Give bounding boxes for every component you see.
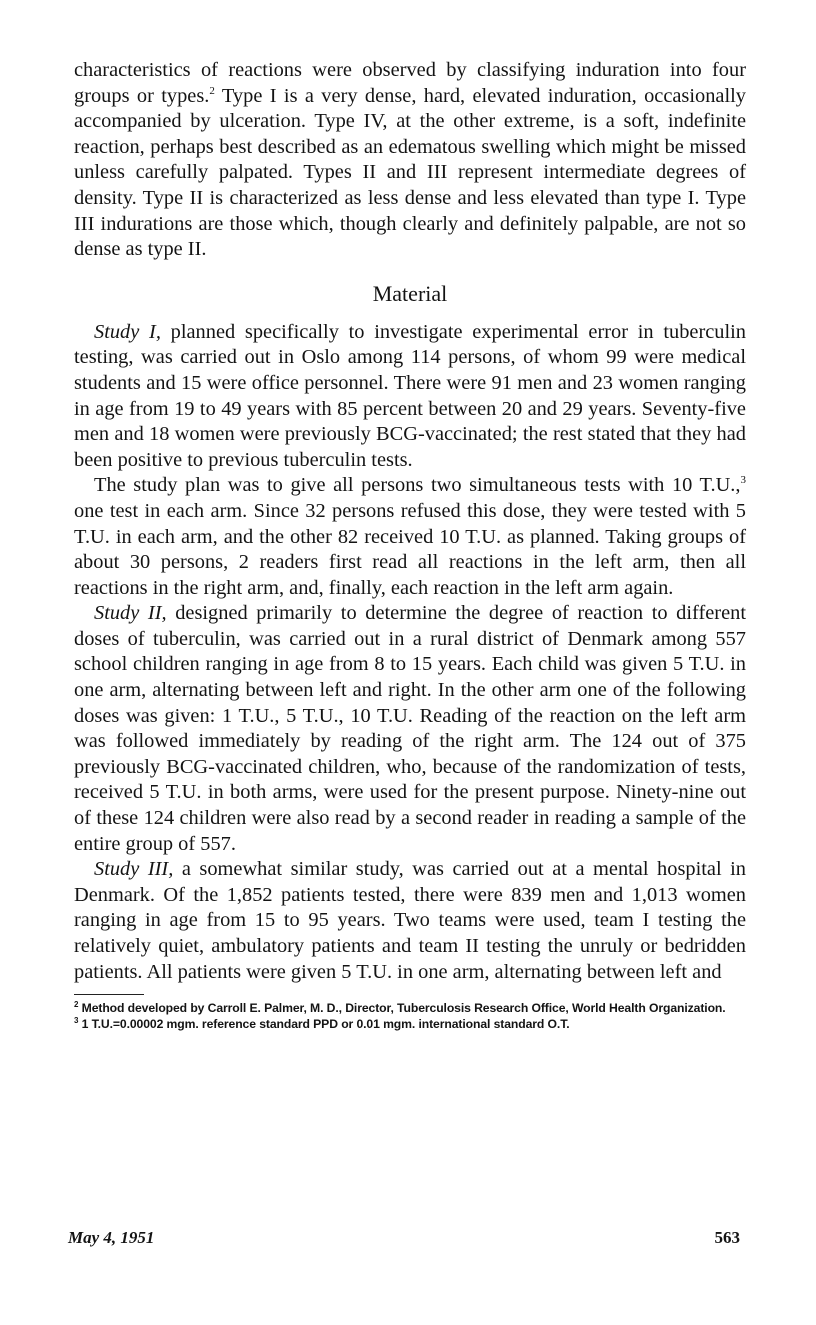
footnote-3-text: 1 T.U.=0.00002 mgm. reference standard PPD or 0.01 mgm. international standard O.T.: [78, 1017, 570, 1032]
footnote-3: [74, 1016, 746, 1032]
footnote-2: [74, 1000, 746, 1016]
intro-paragraph: [74, 58, 746, 263]
footnote-ref-3: 3: [740, 474, 746, 487]
intro-text-continued: Type I is a very dense, hard, elevated induration, occasionally accompanied by ulceration. Type IV, at the other extreme, is a soft, indefinite reaction, perhaps best described as an edematous swelling which might be missed unless carefully palpated. Types II and III represent intermediate degrees of density. Type II is characterized as less dense and less elevated than type I. Type III indurations are those which, though clearly and definitely palpable, are not so dense as type II.: [74, 84, 747, 261]
footnote-3-mark: 3: [74, 1016, 79, 1026]
page-body: [74, 58, 746, 1032]
footnote-divider: [74, 994, 144, 995]
study-1-text: planned specifically to investigate experimental error in tuberculin testing, was carried out in Oslo among 114 persons, of whom 99 were medical students and 15 were office personnel. There were 91 men and 23 women ranging in age from 19 to 49 years with 85 percent between 20 and 29 years. Seventy-five men and 18 women were previously BCG-vaccinated; the rest stated that they had been positive to previous tuberculin tests.: [74, 320, 746, 471]
page-footer: [68, 1228, 740, 1252]
issue-date: May 4, 1951: [68, 1228, 155, 1247]
footnote-2-mark: 2: [74, 1000, 79, 1010]
footnote-2-text: Method developed by Carroll E. Palmer, M. D., Director, Tuberculosis Research Office, World Health Organization.: [78, 1001, 726, 1016]
footnote-ref-2: 2: [209, 84, 215, 97]
study-plan-text-continued: one test in each arm. Since 32 persons refused this dose, they were tested with 5 T.U. in each arm, and the other 82 received 10 T.U. as planned. Taking groups of about 30 persons, 2 readers first read all reactions in the left arm, then all reactions in the right arm, and, finally, each reaction in the left arm again.: [74, 499, 746, 599]
study-3-label: Study III,: [94, 858, 174, 881]
study-3-paragraph: [74, 857, 746, 985]
study-plan-text: The study plan was to give all persons two simultaneous tests with 10 T.U.,: [94, 474, 741, 497]
section-heading-material: Material: [372, 280, 448, 306]
study-3-text: a somewhat similar study, was carried out at a mental hospital in Denmark. Of the 1,852 patients tested, there were 839 men and 1,013 women ranging in age from 15 to 95 years. Two teams were used, team I testing the relatively quiet, ambulatory patients and team II testing the unruly or bedridden patients. All patients were given 5 T.U. in one arm, alternating between left and: [74, 858, 747, 983]
study-1-paragraph: [74, 320, 746, 474]
study-2-label: Study II,: [94, 602, 167, 625]
study-2-paragraph: [74, 601, 746, 857]
study-2-text: designed primarily to determine the degree of reaction to different doses of tuberculin, was carried out in a rural district of Denmark among 557 school children ranging in age from 8 to 15 years. Each child was given 5 T.U. in one arm, alternating between left and right. In the other arm one of the following doses was given: 1 T.U., 5 T.U., 10 T.U. Reading of the reaction on the left arm was followed immediately by reading of the right arm. The 124 out of 375 previously BCG-vaccinated children, who, because of the randomization of tests, received 5 T.U. in both arms, were used for the present purpose. Ninety-nine out of these 124 children were also read by a second reader in reading a sample of the entire group of 557.: [74, 602, 747, 855]
study-1-label: Study I,: [94, 320, 161, 343]
page-number: 563: [714, 1228, 740, 1247]
study-plan-paragraph: [74, 473, 746, 601]
intro-text: characteristics of reactions were observed by classifying induration into four groups or types.: [74, 59, 746, 107]
